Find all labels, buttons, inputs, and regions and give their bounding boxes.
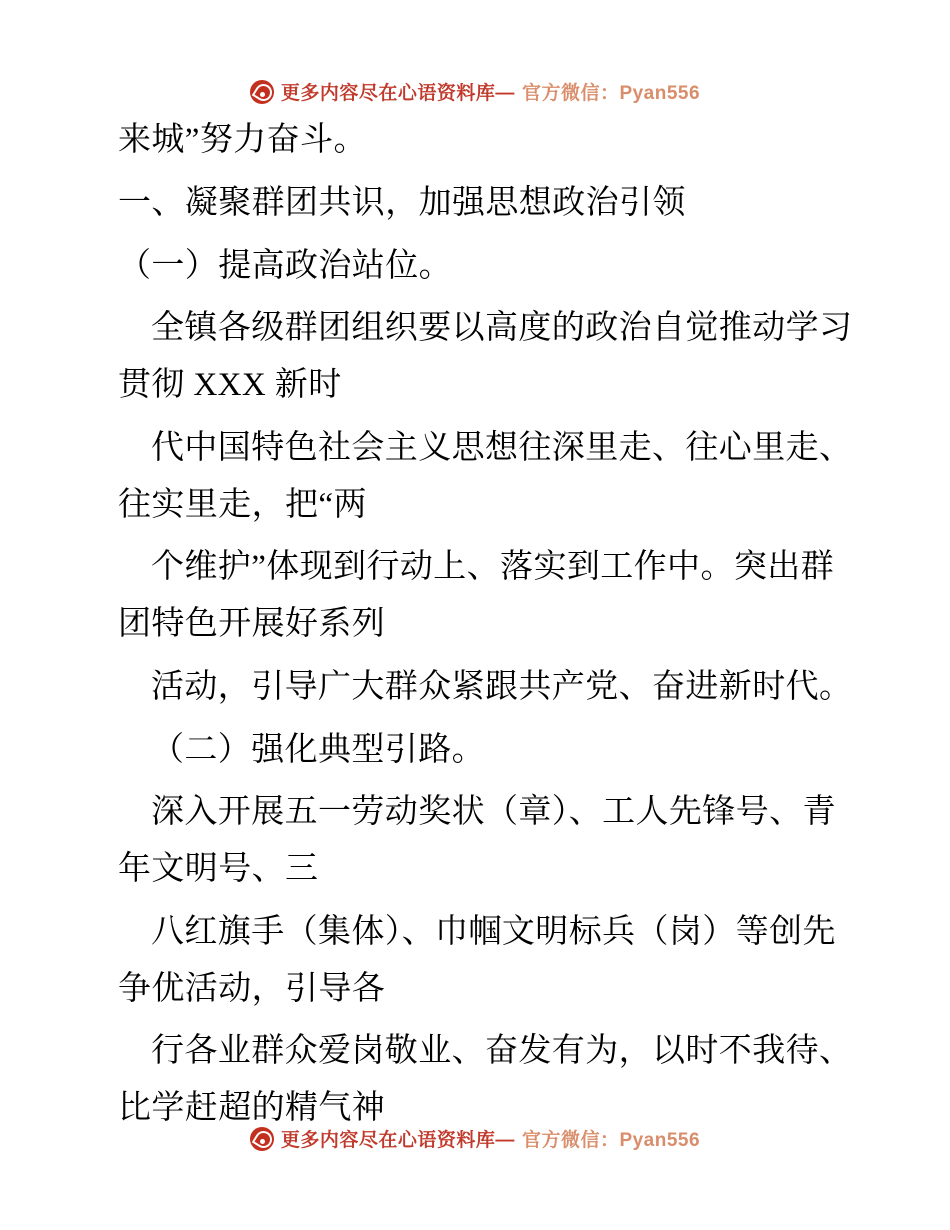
paragraph: 活动，引导广大群众紧跟共产党、奋进新时代。 [151, 668, 853, 705]
watermark-sub-text: 官方微信：Pyan556 [521, 1130, 701, 1151]
lotus-circle-logo-icon [250, 80, 274, 104]
section-heading: 一、凝聚群团共识，加强思想政治引领 [118, 184, 686, 221]
watermark-main-text: 更多内容尽在心语资料库— [280, 83, 515, 104]
paragraph: 深入开展五一劳动奖状（章）、工人先锋号、青年文明号、三 [118, 794, 836, 887]
watermark-main-text: 更多内容尽在心语资料库— [280, 1130, 515, 1151]
paragraph: 全镇各级群团组织要以高度的政治自觉推动学习贯彻 XXX 新时 [118, 310, 853, 403]
paragraph: 个维护”体现到行动上、落实到工作中。突出群团特色开展好系列 [118, 549, 835, 642]
watermark-top [0, 78, 950, 105]
watermark-sub-text: 官方微信：Pyan556 [521, 83, 701, 104]
paragraph: 行各业群众爱岗敬业、奋发有为，以时不我待、比学赶超的精气神 [118, 1033, 853, 1126]
subsection-heading: （二）强化典型引路。 [151, 731, 485, 768]
subsection-heading: （一）提高政治站位。 [118, 247, 452, 284]
watermark-bottom [0, 1125, 950, 1152]
lotus-circle-logo-icon [250, 1127, 274, 1151]
paragraph: 代中国特色社会主义思想往深里走、往心里走、往实里走，把“两 [118, 429, 853, 523]
document-body [0, 112, 950, 1143]
paragraph: 八红旗手（集体）、巾帼文明标兵（岗）等创先争优活动，引导各 [118, 913, 836, 1007]
paragraph: 来城”努力奋斗。 [118, 122, 367, 158]
